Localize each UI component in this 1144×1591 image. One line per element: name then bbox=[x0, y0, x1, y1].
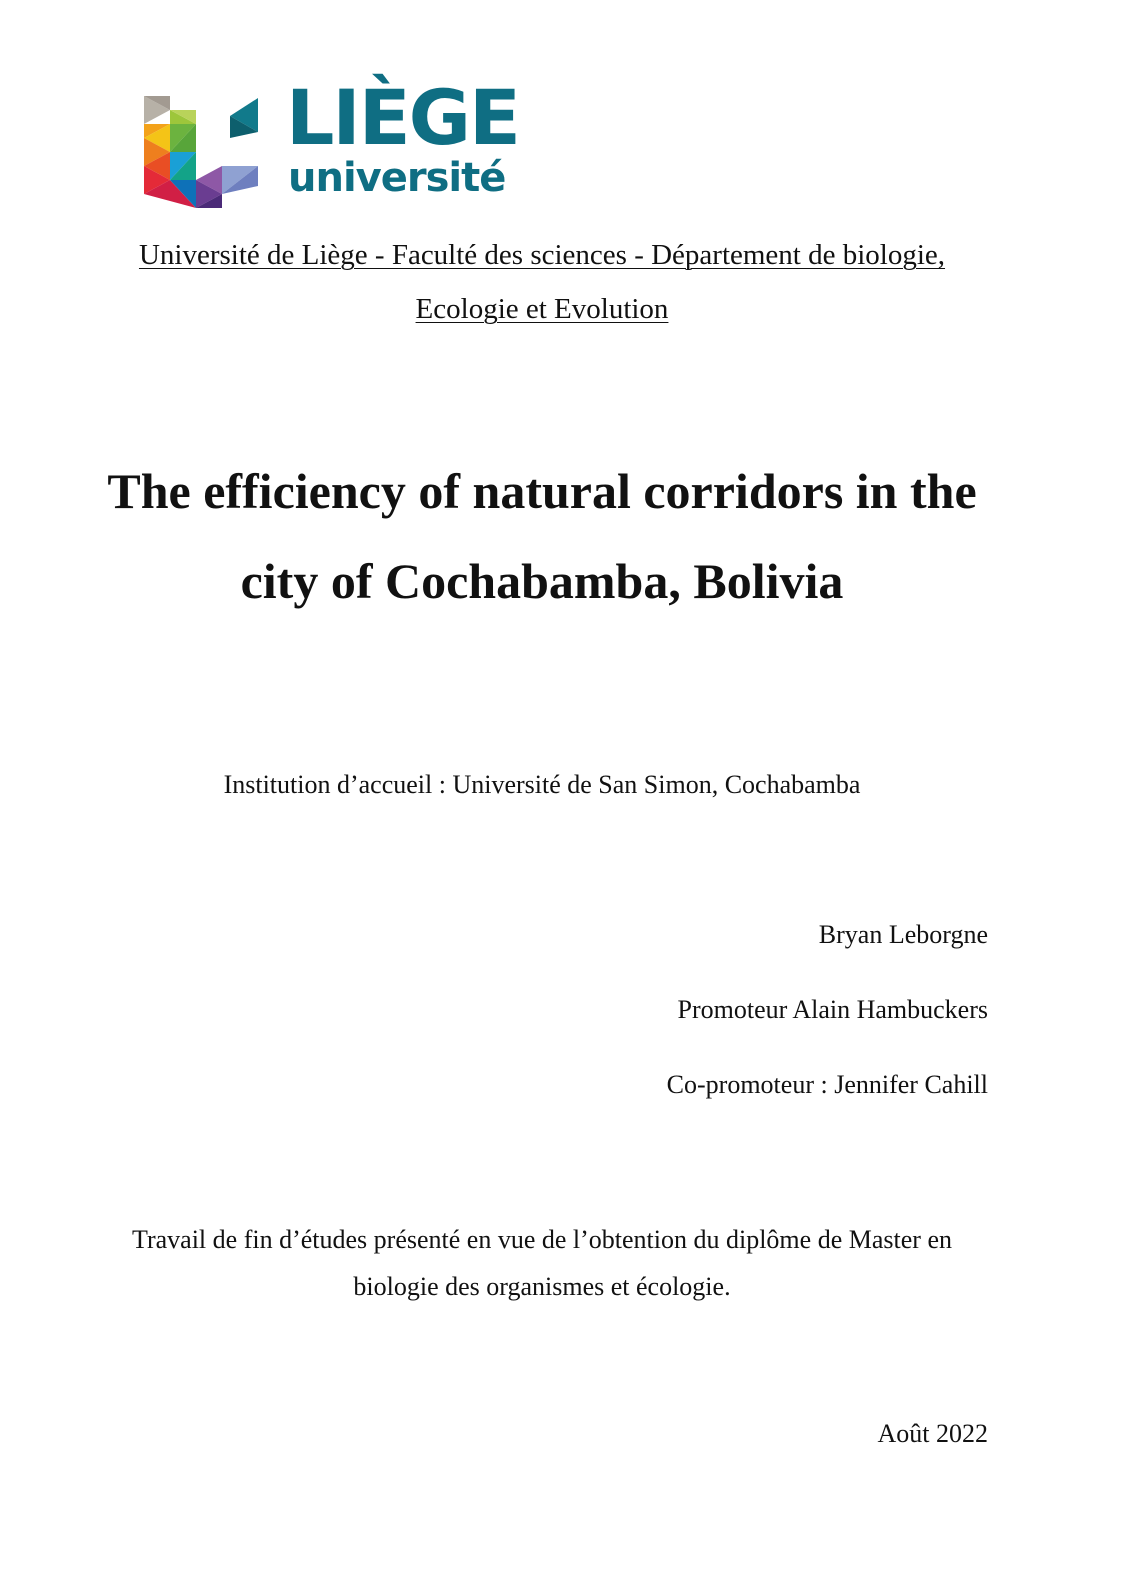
promoter-name: Promoteur Alain Hambuckers bbox=[677, 995, 988, 1024]
submission-date: Août 2022 bbox=[877, 1419, 988, 1448]
thesis-line-1: Travail de fin d’études présenté en vue de l’obtention du diplôme de Master en bbox=[132, 1225, 952, 1254]
university-logo-mark bbox=[140, 76, 264, 228]
faculty-heading bbox=[60, 228, 1024, 336]
document-title-line-2: city of Cochabamba, Bolivia bbox=[240, 553, 844, 609]
host-institution: Institution d’accueil : Université de San Simon, Cochabamba bbox=[223, 770, 861, 799]
faculty-line-2: Ecologie et Evolution bbox=[415, 293, 669, 325]
document-title bbox=[60, 446, 1024, 626]
author-name: Bryan Leborgne bbox=[818, 920, 988, 949]
logo-wordmark-liege: LIÈGE bbox=[286, 73, 519, 162]
thesis-statement bbox=[60, 1216, 1024, 1310]
copromoter-name: Co-promoteur : Jennifer Cahill bbox=[666, 1070, 988, 1099]
thesis-line-2: biologie des organismes et écologie. bbox=[353, 1272, 731, 1301]
university-logo bbox=[140, 73, 519, 228]
document-title-line-1: The efficiency of natural corridors in the bbox=[107, 463, 977, 519]
faculty-line-1: Université de Liège - Faculté des sciences - Département de biologie, bbox=[138, 239, 946, 271]
logo-wordmark-universite: université bbox=[288, 155, 506, 201]
